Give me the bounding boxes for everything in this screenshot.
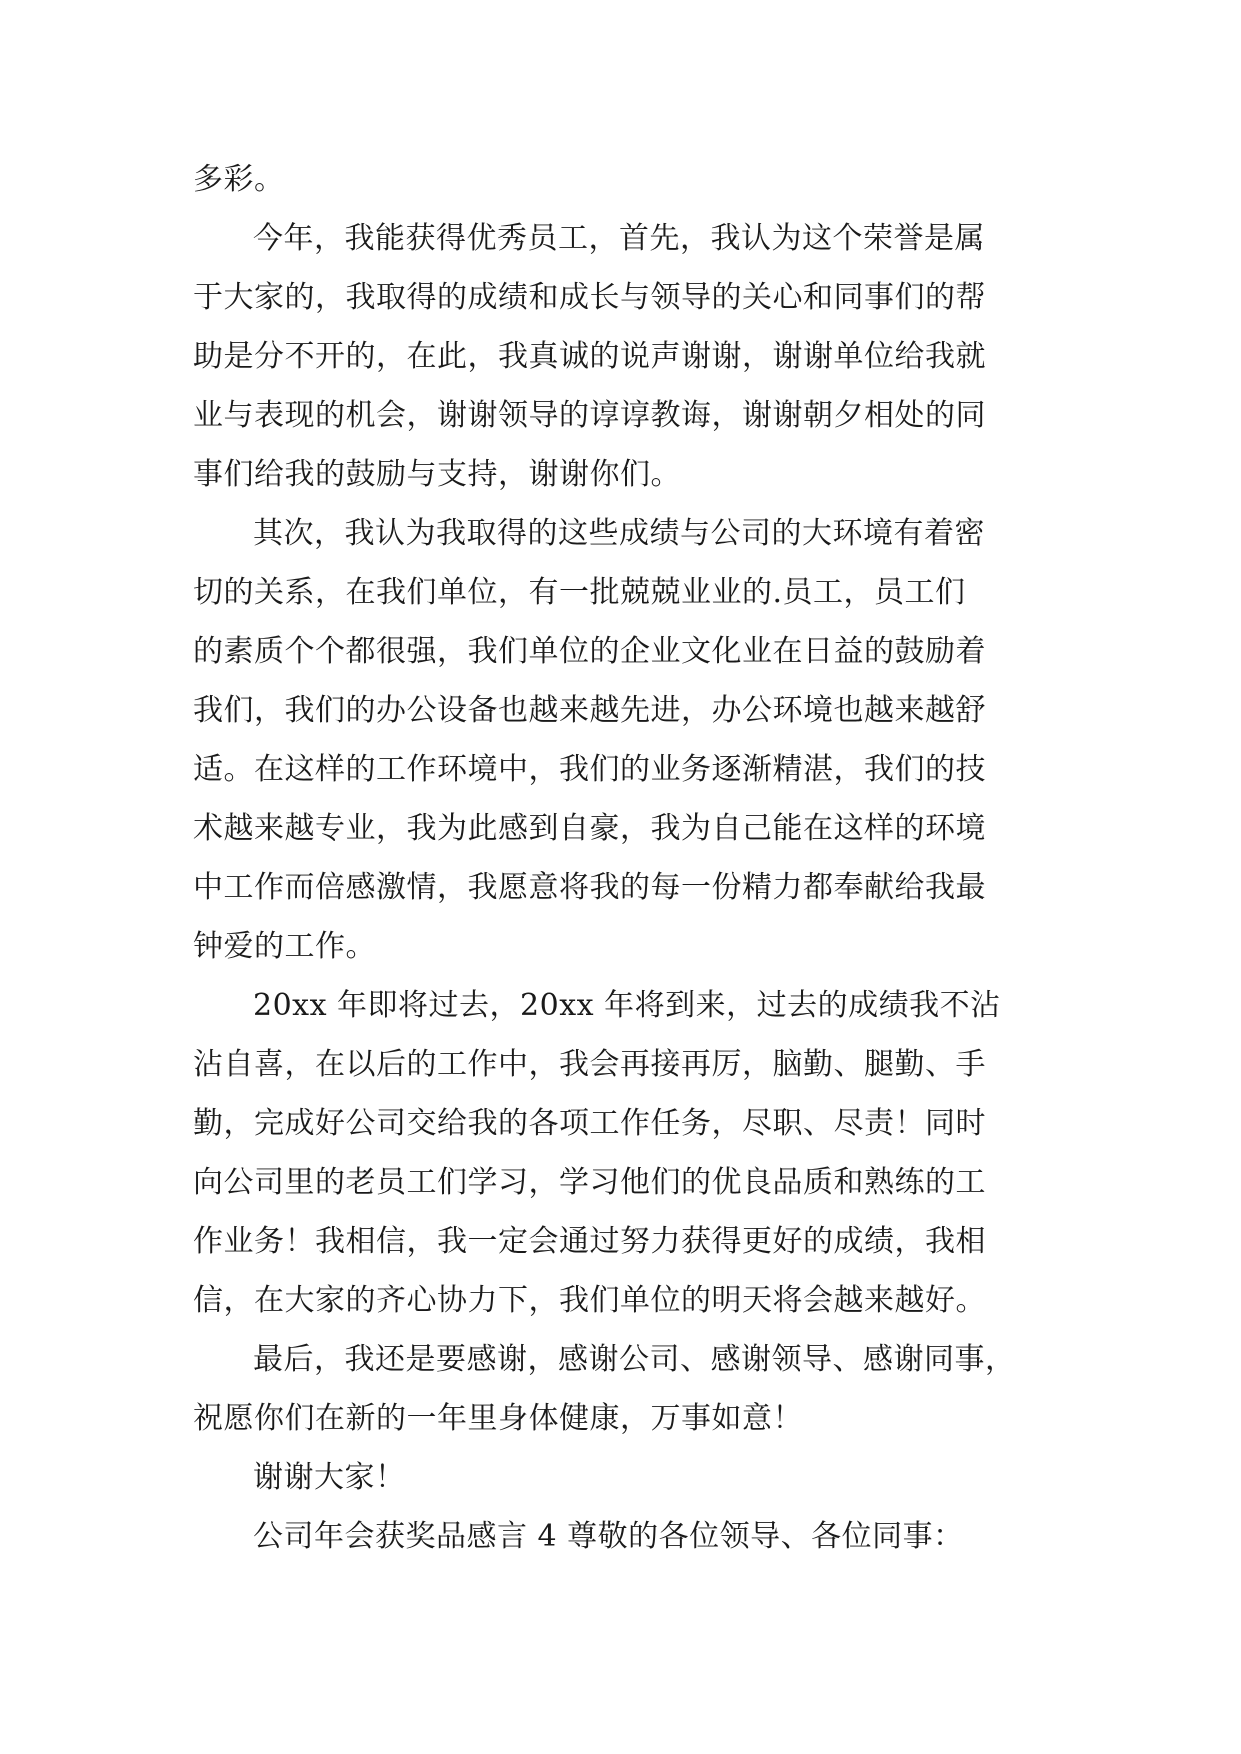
text-line: 中工作而倍感激情，我愿意将我的每一份精力都奉献给我最	[193, 870, 986, 905]
text-line: 业与表现的机会，谢谢领导的谆谆教诲，谢谢朝夕相处的同	[193, 398, 986, 433]
text-line: 适。在这样的工作环境中，我们的业务逐渐精湛，我们的技	[193, 752, 986, 787]
paragraph-first-line: 谢谢大家！	[253, 1460, 406, 1495]
text-line: 向公司里的老员工们学习，学习他们的优良品质和熟练的工	[193, 1165, 986, 1200]
paragraph-first-line: 20xx 年即将过去，20xx 年将到来，过去的成绩我不沾	[253, 988, 1001, 1023]
text-line: 切的关系，在我们单位，有一批兢兢业业的.员工，员工们	[193, 575, 966, 610]
text-line: 事们给我的鼓励与支持，谢谢你们。	[193, 457, 681, 492]
document-body	[193, 150, 1053, 1566]
text-line: 信，在大家的齐心协力下，我们单位的明天将会越来越好。	[193, 1283, 986, 1318]
text-line: 术越来越专业，我为此感到自豪，我为自己能在这样的环境	[193, 811, 986, 846]
paragraph-first-line: 其次，我认为我取得的这些成绩与公司的大环境有着密	[253, 516, 985, 551]
text-line: 勤，完成好公司交给我的各项工作任务，尽职、尽责！同时	[193, 1106, 986, 1141]
text-line: 钟爱的工作。	[193, 929, 376, 964]
paragraph-first-line: 公司年会获奖品感言 4 尊敬的各位领导、各位同事：	[253, 1519, 964, 1554]
text-line: 于大家的，我取得的成绩和成长与领导的关心和同事们的帮	[193, 280, 986, 315]
text-line: 作业务！我相信，我一定会通过努力获得更好的成绩，我相	[193, 1224, 986, 1259]
text-line: 的素质个个都很强，我们单位的企业文化业在日益的鼓励着	[193, 634, 986, 669]
text-line: 我们，我们的办公设备也越来越先进，办公环境也越来越舒	[193, 693, 986, 728]
text-line: 多彩。	[193, 162, 285, 197]
paragraph-first-line: 今年，我能获得优秀员工，首先，我认为这个荣誉是属	[253, 221, 985, 256]
text-line: 助是分不开的，在此，我真诚的说声谢谢，谢谢单位给我就	[193, 339, 986, 374]
text-line: 祝愿你们在新的一年里身体健康，万事如意！	[193, 1401, 803, 1436]
text-line: 沾自喜，在以后的工作中，我会再接再厉，脑勤、腿勤、手	[193, 1047, 986, 1082]
paragraph-first-line: 最后，我还是要感谢，感谢公司、感谢领导、感谢同事，	[253, 1342, 1016, 1377]
